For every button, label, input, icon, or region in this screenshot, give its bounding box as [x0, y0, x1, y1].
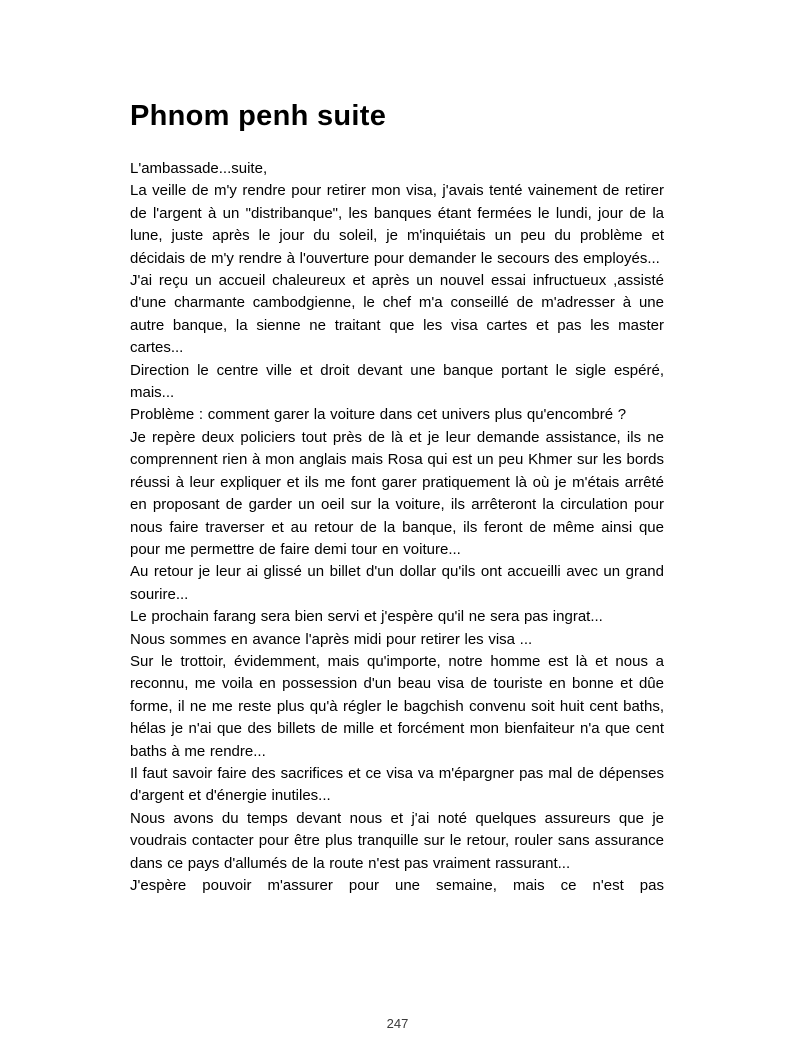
- paragraph: L'ambassade...suite,: [130, 160, 268, 177]
- paragraph: Le prochain farang sera bien servi et j'espère qu'il ne sera pas ingrat...: [130, 608, 603, 626]
- paragraph: Direction le centre ville et droit devant une banque portant le sigle espéré, mais...: [130, 361, 664, 402]
- page-number: 247: [386, 1016, 409, 1031]
- paragraph: La veille de m'y rendre pour retirer mon visa, j'avais tenté vainement de retirer de l'argent à un "distribanque", les banques étant fermées le lundi, jour de la lune, juste après le jour du soleil, je m'inquiétais un peu du problème et décidais de m'y rendre à l'ouverture pour demander le secours des employés...: [130, 182, 664, 267]
- body-text: [130, 158, 664, 897]
- paragraph: Au retour je leur ai glissé un billet d'un dollar qu'ils ont accueilli avec un grand sourire...: [130, 563, 664, 603]
- page-title: Phnom penh suite: [130, 100, 387, 132]
- paragraph: Sur le trottoir, évidemment, mais qu'importe, notre homme est là et nous a reconnu, me voila en possession d'un beau visa de touriste en bonne et dûe forme, il ne me reste plus qu'à régler le bagchish convenu soit huit cent baths, hélas je n'ai que des billets de mille et forcément mon bienfaiteur n'a que cent baths à me rendre...: [130, 652, 664, 760]
- document-page: [130, 100, 664, 897]
- paragraph: Nous sommes en avance l'après midi pour retirer les visa ...: [130, 630, 533, 648]
- paragraph: J'ai reçu un accueil chaleureux et après un nouvel essai infructueux ,assisté d'une charmante cambodgienne, le chef m'a conseillé de m'adresser à une autre banque, la sienne ne traitant que les visa cartes et pas les master cartes...: [130, 272, 664, 357]
- paragraph: Nous avons du temps devant nous et j'ai noté quelques assureurs que je voudrais contacter pour être plus tranquille sur le retour, rouler sans assurance dans ce pays d'allumés de la route n'est pas vraiment rassurant...: [130, 809, 664, 872]
- paragraph: J'espère pouvoir m'assurer pour une semaine, mais ce n'est pas: [130, 877, 664, 894]
- paragraph: Je repère deux policiers tout près de là et je leur demande assistance, ils ne comprennent rien à mon anglais mais Rosa qui est un peu Khmer sur les bords réussi à leur expliquer et ils me font garer pratiquement là où je m'étais arrêté en proposant de garder un oeil sur la voiture, ils arrêteront la circulation pour nous faire traverser et au retour de la banque, ils feront de même ainsi que pour me permettre de faire demi tour en voiture...: [130, 428, 664, 558]
- paragraph: Il faut savoir faire des sacrifices et ce visa va m'épargner pas mal de dépenses d'argent et d'énergie inutiles...: [130, 764, 664, 805]
- paragraph: Problème : comment garer la voiture dans cet univers plus qu'encombré ?: [130, 406, 627, 424]
